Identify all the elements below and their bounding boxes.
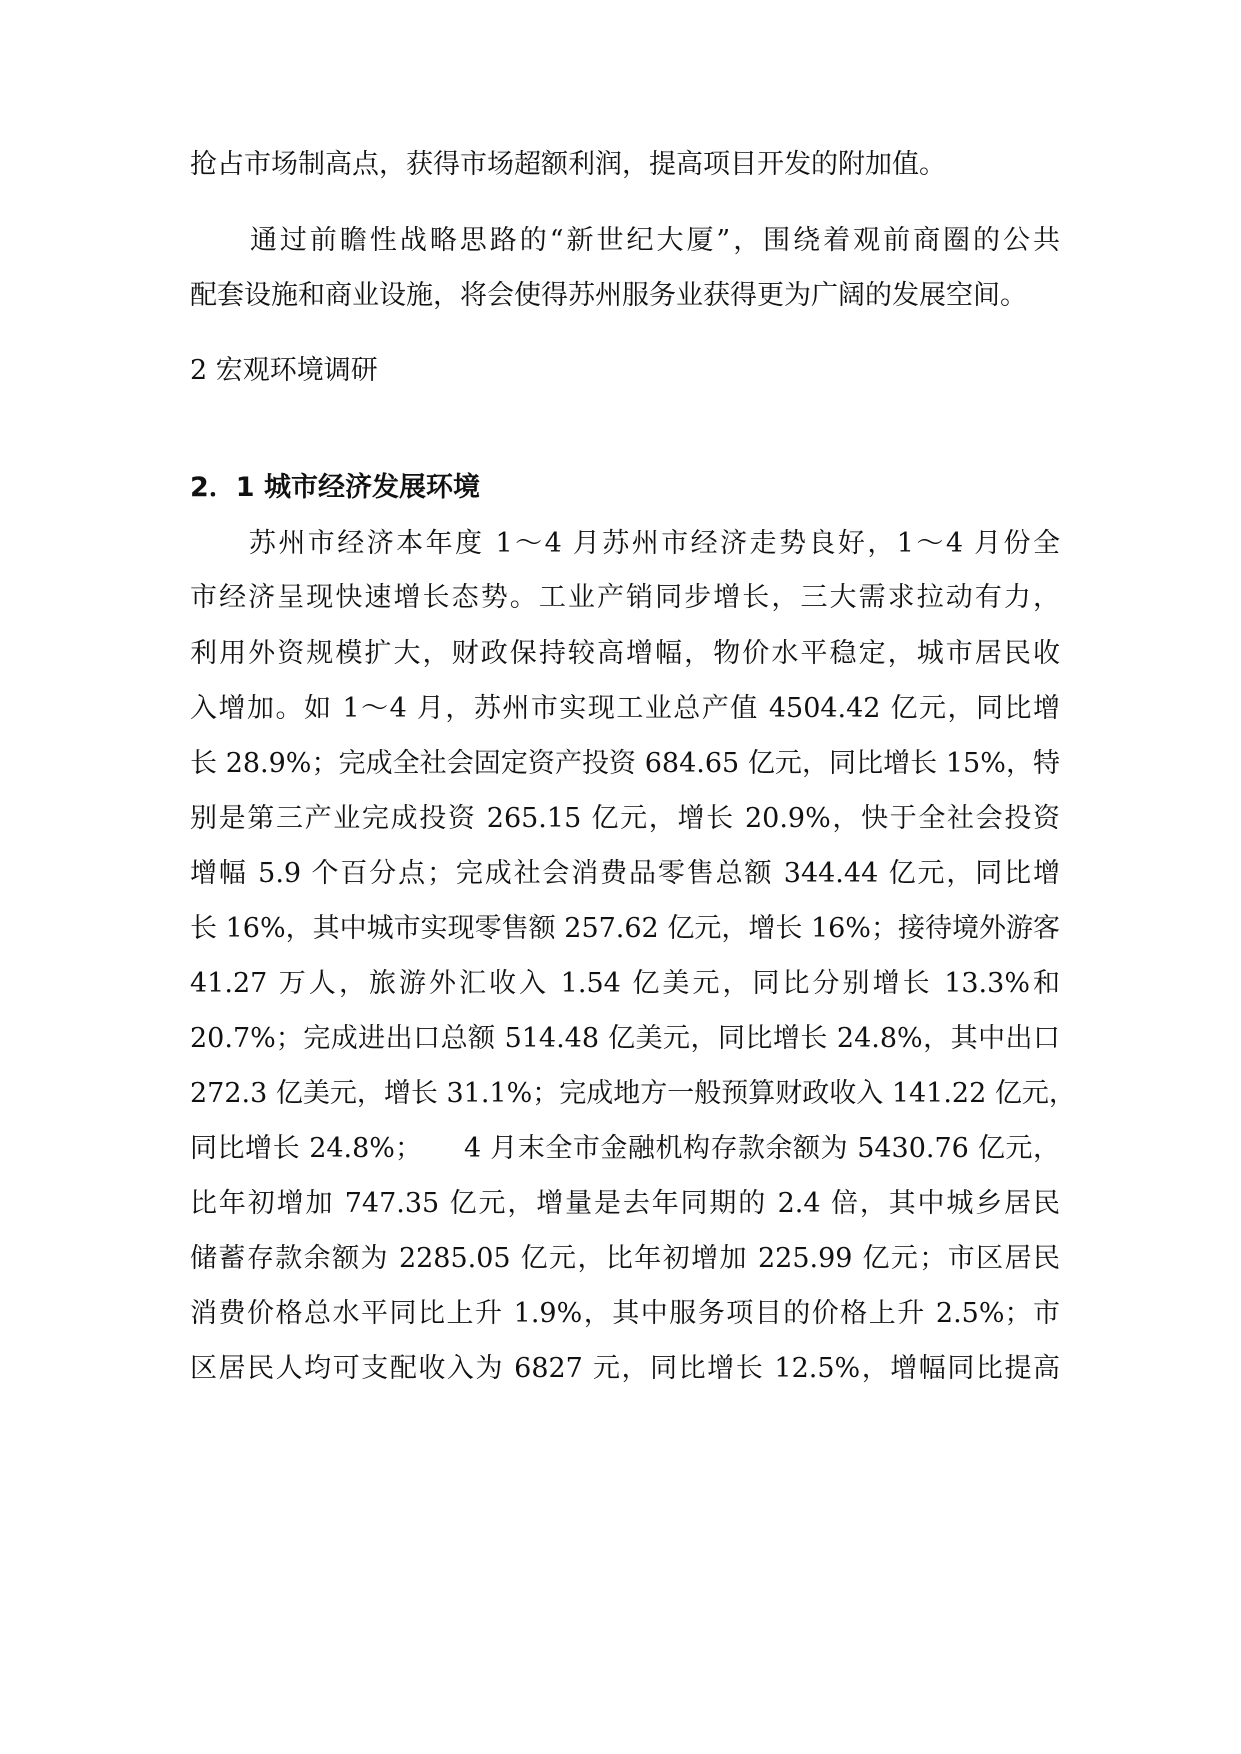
body-line: 市经济呈现快速增长态势。工业产销同步增长，三大需求拉动有力， <box>190 582 1060 613</box>
subsection-heading: 2．1 城市经济发展环境 <box>190 472 480 503</box>
body-line: 比年初增加 747.35 亿元，增量是去年同期的 2.4 倍，其中城乡居民 <box>190 1188 1060 1219</box>
body-line: 41.27 万人，旅游外汇收入 1.54 亿美元，同比分别增长 13.3%和 <box>190 968 1060 999</box>
body-line: 别是第三产业完成投资 265.15 亿元，增长 20.9%，快于全社会投资 <box>190 803 1060 834</box>
body-line: 272.3 亿美元，增长 31.1%；完成地方一般预算财政收入 141.22 亿元， <box>190 1078 1076 1109</box>
body-line: 长 16%，其中城市实现零售额 257.62 亿元，增长 16%；接待境外游客 <box>190 913 1060 944</box>
section-heading: 2 宏观环境调研 <box>190 355 378 386</box>
body-line: 区居民人均可支配收入为 6827 元，同比增长 12.5%，增幅同比提高 <box>190 1353 1060 1384</box>
body-line: 20.7%；完成进出口总额 514.48 亿美元，同比增长 24.8%，其中出口 <box>190 1023 1060 1054</box>
body-line: 苏州市经济本年度 1～4 月苏州市经济走势良好，1～4 月份全 <box>190 528 1060 559</box>
body-line: 消费价格总水平同比上升 1.9%，其中服务项目的价格上升 2.5%；市 <box>190 1298 1060 1329</box>
body-line: 同比增长 24.8%； 4 月末全市金融机构存款余额为 5430.76 亿元， <box>190 1133 1060 1164</box>
body-line: 利用外资规模扩大，财政保持较高增幅，物价水平稳定，城市居民收 <box>190 638 1060 669</box>
body-line: 增幅 5.9 个百分点；完成社会消费品零售总额 344.44 亿元，同比增 <box>190 858 1060 889</box>
body-line: 储蓄存款余额为 2285.05 亿元，比年初增加 225.99 亿元；市区居民 <box>190 1243 1060 1274</box>
body-line: 长 28.9%；完成全社会固定资产投资 684.65 亿元，同比增长 15%，特 <box>190 748 1060 779</box>
body-line: 入增加。如 1～4 月，苏州市实现工业总产值 4504.42 亿元，同比增 <box>190 693 1060 724</box>
paragraph-line: 抢占市场制高点，获得市场超额利润，提高项目开发的附加值。 <box>190 149 946 180</box>
paragraph-line: 配套设施和商业设施，将会使得苏州服务业获得更为广阔的发展空间。 <box>190 280 1027 311</box>
paragraph-line: 通过前瞻性战略思路的“新世纪大厦”，围绕着观前商圈的公共 <box>190 225 1060 256</box>
